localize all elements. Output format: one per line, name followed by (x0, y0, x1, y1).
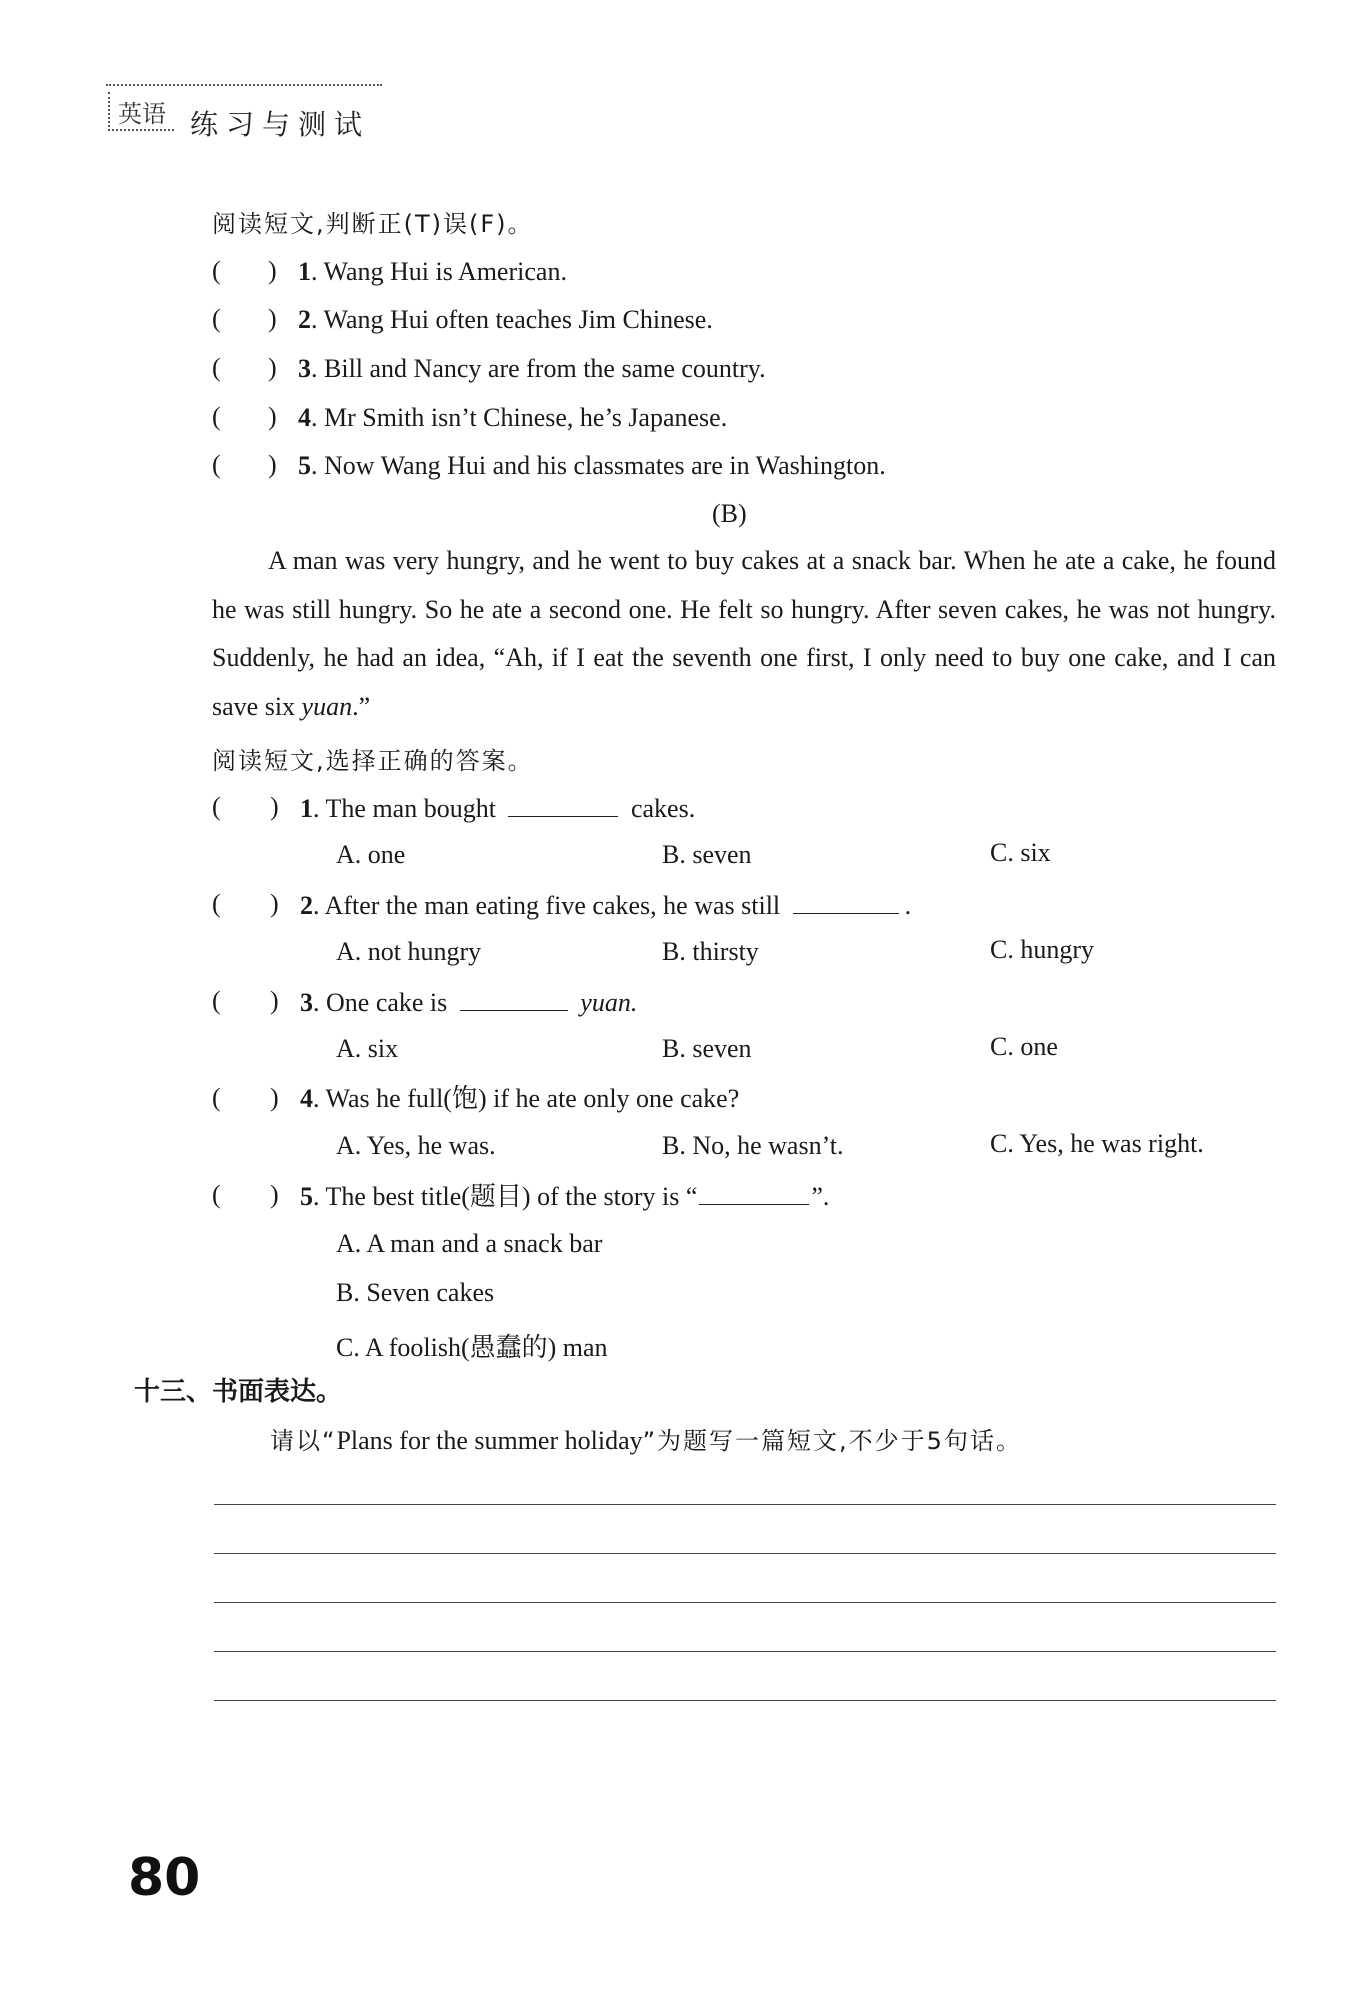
writing-line[interactable] (214, 1553, 1276, 1554)
option-c: C. A foolish(愚蠢的) man (336, 1333, 608, 1362)
option-c: C. Yes, he was right. (990, 1129, 1204, 1158)
answer-blank-close: ) (268, 304, 277, 333)
section-b-instruction: 阅读短文,选择正确的答案。 (212, 747, 534, 775)
instruction-pre: 请以“ (270, 1427, 337, 1455)
item-number: 4 (298, 403, 311, 432)
item-text: Wang Hui often teaches Jim Chinese. (323, 305, 713, 334)
fill-blank[interactable] (508, 792, 618, 817)
answer-blank[interactable]: ( (212, 353, 221, 382)
option-a: A. six (336, 1034, 399, 1063)
writing-line[interactable] (214, 1602, 1276, 1603)
answer-blank-close: ) (268, 353, 277, 382)
answer-blank-close: ) (270, 1180, 279, 1209)
question-text-end: . (904, 891, 912, 920)
item-number: 1 (298, 257, 311, 286)
answer-blank[interactable]: ( (212, 792, 221, 821)
option-a: A. Yes, he was. (336, 1131, 496, 1160)
item-text: Wang Hui is American. (323, 257, 567, 286)
book-title: 练习与测试 (190, 108, 371, 141)
option-b: B. Seven cakes (336, 1278, 495, 1307)
item-text: Bill and Nancy are from the same country. (324, 354, 766, 383)
fill-blank[interactable] (793, 889, 899, 914)
question-number: 4 (300, 1084, 313, 1113)
answer-blank-close: ) (270, 889, 279, 918)
answer-blank[interactable]: ( (212, 402, 221, 431)
answer-blank-close: ) (270, 986, 279, 1015)
answer-blank[interactable]: ( (212, 1180, 221, 1209)
writing-line[interactable] (214, 1700, 1276, 1701)
option-b: B. seven (662, 840, 752, 869)
passage-italic: yuan (301, 691, 353, 721)
item-number: 5 (298, 451, 311, 480)
answer-blank[interactable]: ( (212, 304, 221, 333)
item-text: Now Wang Hui and his classmates are in Washington. (324, 451, 886, 480)
option-b: B. seven (662, 1034, 752, 1063)
answer-blank-close: ) (270, 792, 279, 821)
question-text: One cake is (326, 988, 448, 1017)
question-text-end: yuan. (580, 988, 638, 1017)
answer-blank-close: ) (268, 256, 277, 285)
question-number: 3 (300, 988, 313, 1017)
passage-text: A man was very hungry, and he went to buy cakes at a snack bar. When he ate a cake, he found he was still hungry. So he ate a second one. He felt so hungry. After seven cakes, he was not hungry. Suddenly, he had an idea, “Ah, if I eat the seventh one first, I only need to buy one cake, and I can save six (212, 546, 1276, 721)
question-text: The man bought (325, 794, 496, 823)
question-text-end: cakes. (630, 794, 696, 823)
option-c: C. six (990, 838, 1051, 867)
question-text: Was he full(饱) if he ate only one cake? (325, 1084, 740, 1113)
option-a: A. not hungry (336, 937, 482, 966)
answer-blank-close: ) (270, 1083, 279, 1112)
answer-blank[interactable]: ( (212, 1083, 221, 1112)
writing-instruction (270, 1425, 1022, 1457)
writing-line[interactable] (214, 1651, 1276, 1652)
option-b: B. thirsty (662, 937, 759, 966)
fill-blank[interactable] (699, 1180, 809, 1205)
passage-end: .” (352, 691, 371, 721)
question-text: The best title(题目) of the story is “ (325, 1182, 698, 1211)
option-c: C. one (990, 1032, 1058, 1061)
question-number: 1 (300, 794, 313, 823)
reading-passage (212, 537, 1276, 731)
answer-blank-close: ) (268, 450, 277, 479)
instruction-en: Plans for the summer holiday (336, 1426, 643, 1455)
item-number: 2 (298, 305, 311, 334)
question-text-end: ”. (811, 1182, 830, 1211)
section-13-heading: 十三、书面表达。 (134, 1377, 343, 1407)
page-number: 80 (128, 1848, 201, 1908)
option-a: A. one (336, 840, 406, 869)
answer-blank[interactable]: ( (212, 256, 221, 285)
fill-blank[interactable] (460, 986, 568, 1011)
answer-blank-close: ) (268, 402, 277, 431)
section-b-label: (B) (712, 499, 747, 528)
item-text: Mr Smith isn’t Chinese, he’s Japanese. (324, 403, 728, 432)
question-number: 5 (300, 1182, 313, 1211)
writing-line[interactable] (214, 1504, 1276, 1505)
answer-blank[interactable]: ( (212, 986, 221, 1015)
item-number: 3 (298, 354, 311, 383)
answer-blank[interactable]: ( (212, 450, 221, 479)
question-text: After the man eating five cakes, he was still (324, 891, 781, 920)
instruction-post: ”为题写一篇短文,不少于5句话。 (642, 1427, 1022, 1455)
option-a: A. A man and a snack bar (336, 1229, 603, 1258)
answer-blank[interactable]: ( (212, 889, 221, 918)
subject-label: 英语 (108, 92, 174, 131)
question-number: 2 (300, 891, 313, 920)
option-b: B. No, he wasn’t. (662, 1131, 844, 1160)
section-a-instruction: 阅读短文,判断正(T)误(F)。 (212, 210, 534, 238)
option-c: C. hungry (990, 935, 1094, 964)
